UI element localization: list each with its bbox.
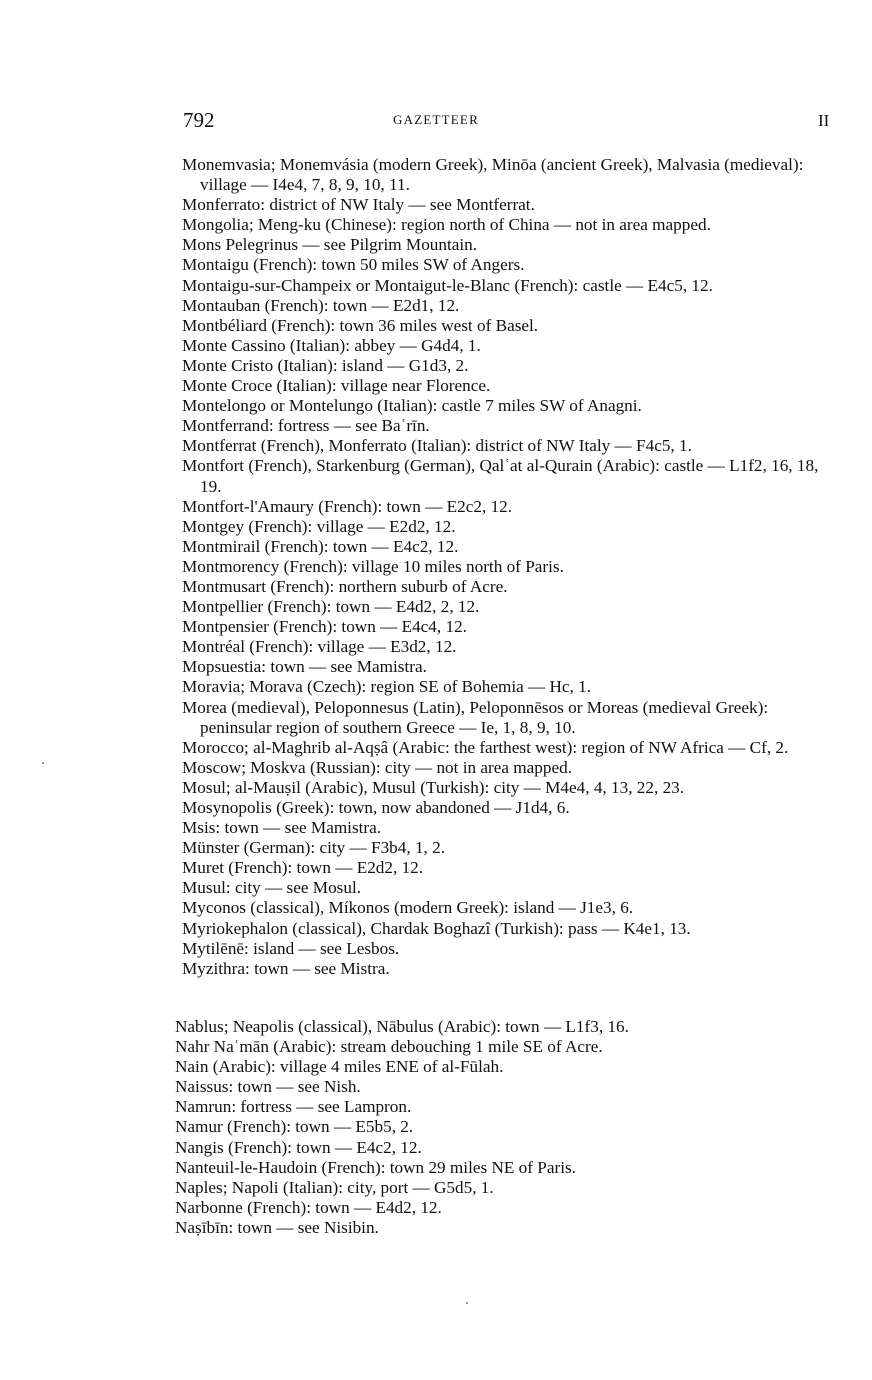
gazetteer-entry: Musul: city — see Mosul. (182, 878, 362, 898)
running-head: GAZETTEER (393, 112, 479, 127)
gazetteer-entry: Montréal (French): village — E3d2, 12. (182, 637, 457, 657)
gazetteer-entries-m (182, 155, 834, 979)
gazetteer-entry: Narbonne (French): town — E4d2, 12. (175, 1197, 442, 1217)
gazetteer-entry: Mytilēnē: island — see Lesbos. (182, 938, 400, 958)
gazetteer-entry: Montfort-l'Amaury (French): town — E2c2, 12. (182, 496, 513, 516)
gazetteer-entries-n (175, 1017, 827, 1238)
gazetteer-entry: Monte Cristo (Italian): island — G1d3, 2. (182, 355, 469, 375)
gazetteer-entry: Naṣībīn: town — see Nisibin. (175, 1217, 379, 1237)
gazetteer-entry: Montferrat (French), Monferrato (Italian): district of NW Italy — F4c5, 1. (182, 436, 692, 456)
gazetteer-entry: Montgey (French): village — E2d2, 12. (182, 516, 456, 536)
gazetteer-entry: Montfort (French), Starkenburg (German), Qalʿat al-Qurain (Arabic): castle — L1f2, 16, 18, 19. (182, 456, 819, 496)
gazetteer-entry: Montmirail (French): town — E4c2, 12. (182, 536, 459, 556)
gazetteer-entry: Münster (German): city — F3b4, 1, 2. (182, 838, 446, 858)
gazetteer-entry: Montmorency (French): village 10 miles north of Paris. (182, 556, 564, 576)
gazetteer-entry: Montaigu-sur-Champeix or Montaigut-le-Blanc (French): castle — E4c5, 12. (182, 275, 713, 295)
gazetteer-entry: Muret (French): town — E2d2, 12. (182, 858, 424, 878)
gazetteer-entry: Mopsuestia: town — see Mamistra. (182, 657, 427, 677)
gazetteer-entry: Mosul; al-Mauṣil (Arabic), Musul (Turkish): city — M4e4, 4, 13, 22, 23. (182, 777, 685, 797)
scan-speck (466, 1302, 468, 1304)
gazetteer-entry: Montaigu (French): town 50 miles SW of Angers. (182, 255, 525, 275)
gazetteer-entry: Morocco; al-Maghrib al-Aqṣâ (Arabic: the farthest west): region of NW Africa — Cf, 2. (182, 737, 789, 757)
gazetteer-entry: Montelongo or Montelungo (Italian): castle 7 miles SW of Anagni. (182, 396, 642, 416)
page-number: 792 (183, 108, 215, 132)
gazetteer-entry: Naples; Napoli (Italian): city, port — G5d5, 1. (175, 1177, 494, 1197)
gazetteer-entry: Montbéliard (French): town 36 miles west of Basel. (182, 315, 539, 335)
gazetteer-entry: Monferrato: district of NW Italy — see Montferrat. (182, 195, 535, 215)
gazetteer-entry: Morea (medieval), Peloponnesus (Latin), Peloponnēsos or Moreas (medieval Greek): peninsular region of southern Greece — Ie, 1, 8, 9, 10. (182, 697, 769, 737)
gazetteer-entry: Montauban (French): town — E2d1, 12. (182, 295, 460, 315)
gazetteer-entry: Mongolia; Meng-ku (Chinese): region north of China — not in area mapped. (182, 215, 711, 235)
gazetteer-entry: Namrun: fortress — see Lampron. (175, 1097, 412, 1117)
gazetteer-entry: Nahr Naʿmān (Arabic): stream debouching 1 mile SE of Acre. (175, 1037, 603, 1057)
gazetteer-entry: Myriokephalon (classical), Chardak Boghazî (Turkish): pass — K4e1, 13. (182, 918, 691, 938)
gazetteer-entry: Msis: town — see Mamistra. (182, 818, 382, 838)
gazetteer-entry: Namur (French): town — E5b5, 2. (175, 1117, 414, 1137)
volume-number: II (818, 111, 830, 130)
scan-speck (42, 762, 44, 764)
gazetteer-entry: Mosynopolis (Greek): town, now abandoned — J1d4, 6. (182, 798, 570, 817)
gazetteer-entry: Monemvasia; Monemvásia (modern Greek), Minōa (ancient Greek), Malvasia (medieval): village — I4e4, 7, 8, 9, 10, 11. (182, 155, 804, 195)
gazetteer-entry: Montmusart (French): northern suburb of Acre. (182, 576, 508, 596)
gazetteer-entry: Montpellier (French): town — E4d2, 2, 12. (182, 597, 480, 617)
gazetteer-entry: Montpensier (French): town — E4c4, 12. (182, 617, 467, 637)
gazetteer-entry: Mons Pelegrinus — see Pilgrim Mountain. (182, 235, 478, 255)
gazetteer-entry: Moravia; Morava (Czech): region SE of Bohemia — Hc, 1. (182, 677, 592, 697)
gazetteer-entry: Myconos (classical), Míkonos (modern Greek): island — J1e3, 6. (182, 898, 634, 918)
gazetteer-entry: Monte Croce (Italian): village near Florence. (182, 376, 491, 396)
gazetteer-entry: Myzithra: town — see Mistra. (182, 958, 390, 978)
gazetteer-entry: Monte Cassino (Italian): abbey — G4d4, 1. (182, 335, 481, 355)
gazetteer-entry: Naissus: town — see Nish. (175, 1077, 361, 1097)
gazetteer-entry: Montferrand: fortress — see Baʿrīn. (182, 416, 430, 436)
gazetteer-entry: Nanteuil-le-Haudoin (French): town 29 miles NE of Paris. (175, 1157, 576, 1177)
gazetteer-entry: Nain (Arabic): village 4 miles ENE of al-Fūlah. (175, 1057, 504, 1077)
gazetteer-entry: Nablus; Neapolis (classical), Nābulus (Arabic): town — L1f3, 16. (175, 1017, 629, 1036)
gazetteer-entry: Moscow; Moskva (Russian): city — not in area mapped. (182, 757, 572, 777)
gazetteer-entry: Nangis (French): town — E4c2, 12. (175, 1137, 422, 1157)
